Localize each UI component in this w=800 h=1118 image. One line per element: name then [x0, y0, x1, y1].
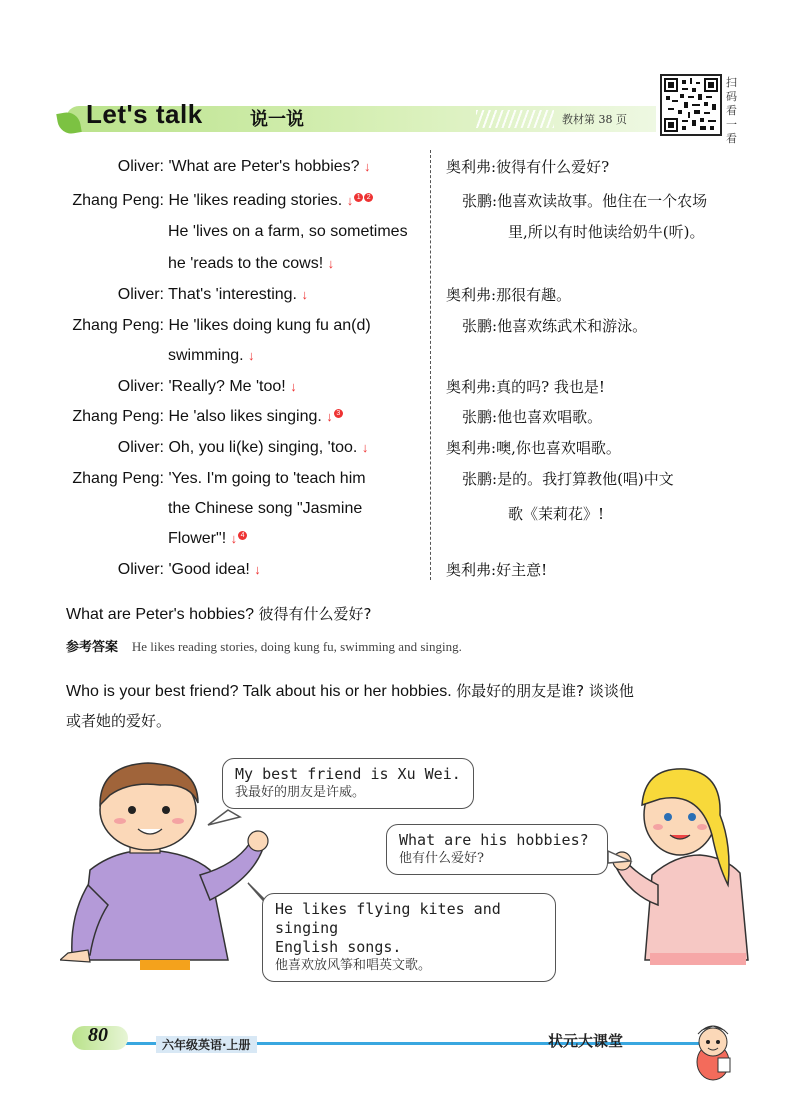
line-text: He 'also likes singing.: [168, 408, 322, 425]
dialogue-line: [168, 253, 334, 275]
falling-tone-icon: ↓: [290, 379, 297, 394]
bubble-2-en: What are his hobbies?: [399, 831, 589, 849]
speaker-label: 奥利弗:: [446, 561, 497, 579]
dialogue-line: [66, 437, 368, 459]
dialogue-line: [66, 376, 297, 398]
brand-name: 状元大课堂: [548, 1032, 624, 1050]
falling-tone-icon: ↓: [230, 531, 238, 546]
note-marker-3: 3: [334, 409, 343, 418]
note-marker-4: 4: [238, 531, 247, 540]
line-text: Flower"!: [168, 530, 227, 547]
line-text: That's 'interesting.: [168, 286, 297, 303]
dialogue-line: [66, 156, 371, 178]
question-1: [66, 603, 371, 624]
speaker-label: Zhang Peng:: [72, 317, 164, 334]
column-divider: [430, 150, 431, 580]
line-text: 'Good idea!: [168, 561, 250, 578]
dialogue-line: [66, 406, 343, 428]
book-title: 六年级英语·上册: [156, 1036, 257, 1053]
translation-line: [462, 468, 674, 490]
question-2-cont: [66, 710, 171, 731]
line-text: 他喜欢读故事。他住在一个农场: [497, 192, 708, 210]
line-text: 'What are Peter's hobbies?: [168, 158, 360, 175]
line-text: He 'lives on a farm, so sometimes: [168, 223, 408, 240]
question-2-en: Who is your best friend? Talk about his or her hobbies.: [66, 683, 452, 700]
dialogue-line: [168, 498, 362, 520]
note-marker-1: 1: [354, 193, 363, 202]
falling-tone-icon: ↓: [327, 256, 335, 271]
qr-code-icon[interactable]: [660, 74, 722, 136]
translation-line: [462, 406, 602, 428]
girl-figure: [613, 769, 748, 965]
dialogue-line: [66, 315, 371, 337]
falling-tone-icon: ↓: [364, 159, 371, 174]
speaker-label: Oliver:: [117, 439, 164, 456]
line-text: 歌《茉莉花》!: [508, 505, 605, 523]
falling-tone-icon: ↓: [361, 440, 369, 455]
speaker-label: 奥利弗:: [446, 158, 497, 176]
question-1-en: What are Peter's hobbies?: [66, 606, 255, 623]
answer-text: He likes reading stories, doing kung fu, swimming and singing.: [131, 639, 462, 654]
dialogue-line: [66, 190, 373, 212]
speaker-label: Oliver:: [117, 561, 164, 578]
falling-tone-icon: ↓: [254, 562, 261, 577]
translation-line: [446, 284, 571, 306]
speaker-label: Zhang Peng:: [72, 408, 164, 425]
speaker-label: 奥利弗:: [446, 286, 497, 304]
speaker-label: Oliver:: [117, 378, 164, 395]
speech-bubble-2: [386, 824, 608, 875]
speech-bubble-1: [222, 758, 474, 809]
speaker-label: 张鹏:: [462, 470, 498, 488]
note-marker-2: 2: [364, 193, 373, 202]
dialogue-line: [66, 559, 261, 581]
translation-line: [462, 190, 707, 212]
bubble-2-zh: 他有什么爱好?: [399, 851, 484, 866]
speaker-label: 张鹏:: [462, 192, 498, 210]
bubble-1-zh: 我最好的朋友是许威。: [235, 785, 366, 800]
dialogue-line: [168, 528, 247, 550]
line-text: swimming.: [168, 347, 244, 364]
section-title: Let's talk: [86, 99, 203, 129]
question-1-zh: 彼得有什么爱好?: [258, 605, 372, 623]
translation-line: [446, 376, 605, 398]
line-text: 'Really? Me 'too!: [168, 378, 286, 395]
line-text: 真的吗? 我也是!: [496, 378, 605, 396]
line-text: 彼得有什么爱好?: [496, 158, 610, 176]
section-subtitle: 说一说: [250, 109, 304, 130]
dialogue-line: [66, 284, 308, 306]
falling-tone-icon: ↓: [326, 409, 333, 424]
line-text: 他喜欢练武术和游泳。: [497, 317, 648, 335]
question-2-zh: 你最好的朋友是谁? 谈谈他: [456, 682, 634, 700]
dialogue-line: [168, 221, 408, 243]
translation-line: [446, 437, 621, 459]
reference-answer: [66, 636, 462, 655]
speech-bubble-3: [262, 893, 556, 982]
scan-hint: 扫码看一看: [726, 76, 737, 145]
dialogue-line: [168, 345, 255, 367]
line-text: 好主意!: [496, 561, 548, 579]
question-2-zh-cont: 或者她的爱好。: [66, 712, 172, 730]
translation-line: [462, 315, 647, 337]
line-text: Oh, you li(ke) singing, 'too.: [168, 439, 358, 456]
line-text: 是的。我打算教他(唱)中文: [497, 470, 674, 488]
line-text: 'Yes. I'm going to 'teach him: [168, 470, 366, 487]
translation-line: [508, 503, 604, 525]
line-text: 那很有趣。: [496, 286, 572, 304]
textbook-page-ref: 教材第 38 页: [562, 113, 627, 126]
line-text: 里,所以有时他读给奶牛(听)。: [508, 223, 705, 241]
speaker-label: 奥利弗:: [446, 378, 497, 396]
bubble-1-en: My best friend is Xu Wei.: [235, 765, 461, 783]
speaker-label: Oliver:: [117, 158, 164, 175]
speaker-label: 张鹏:: [462, 408, 498, 426]
speaker-label: 张鹏:: [462, 317, 498, 335]
question-2: [66, 680, 634, 701]
dialogue-line: [66, 468, 366, 490]
page-number: 80: [88, 1024, 108, 1046]
line-text: he 'reads to the cows!: [168, 255, 324, 272]
speaker-label: 奥利弗:: [446, 439, 497, 457]
translation-line: [446, 156, 609, 178]
line-text: 他也喜欢唱歌。: [497, 408, 603, 426]
bubble-3-en-line2: English songs.: [275, 938, 402, 956]
bubble-3-zh: 他喜欢放风筝和唱英文歌。: [275, 958, 432, 973]
translation-line: [508, 221, 704, 243]
line-text: He 'likes doing kung fu an(d): [168, 317, 371, 334]
falling-tone-icon: ↓: [248, 348, 255, 363]
falling-tone-icon: ↓: [301, 287, 308, 302]
speaker-label: Zhang Peng:: [72, 470, 164, 487]
falling-tone-icon: ↓: [346, 193, 354, 208]
speaker-label: Zhang Peng:: [72, 192, 164, 209]
translation-line: [446, 559, 547, 581]
mascot-icon: [688, 1018, 738, 1082]
bubble-3-en-line1: He likes flying kites and singing: [275, 900, 501, 937]
line-text: the Chinese song "Jasmine: [168, 500, 363, 517]
line-text: 噢,你也喜欢唱歌。: [496, 439, 621, 457]
speaker-label: Oliver:: [117, 286, 164, 303]
header-stripes: [476, 110, 554, 128]
answer-label: 参考答案: [66, 640, 119, 655]
line-text: He 'likes reading stories.: [168, 192, 343, 209]
